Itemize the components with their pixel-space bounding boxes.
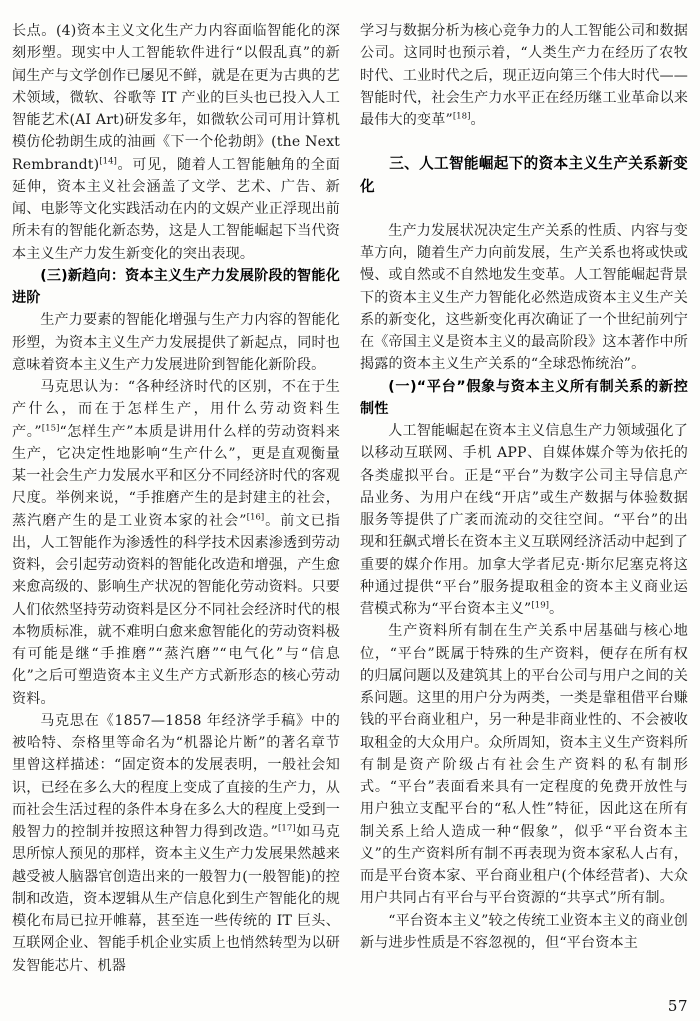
footnote-marker-15: [15] [41,422,60,433]
paragraph-text: 学习与数据分析为核心竞争力的人工智能公司和数据公司。这同时也预示着，“人类生产力在经历了农牧时代、工业时代之后，现正迈向第三个伟大时代——智能时代，社会生产力水平正在经历继工业革命以来最伟大的变革” [360,23,688,128]
paragraph-right-5: “平台资本主义”较之传统工业资本主义的商业创新与进步性质是不容忽视的，但“平台资本主 [360,912,688,951]
two-column-layout [12,20,688,1013]
footnote-marker-18: [18] [452,111,471,122]
paragraph-text: 长点。(4)资本主义文化生产力内容面临智能化的深刻形塑。现实中人工智能软件进行“以假乱真”的新闻生产与文学创作已屡见不鲜，就是在更为古典的艺术领域，微软、谷歌等 IT 产业的巨头也已投入人工智能艺术(AI Art)研发多年，如微软公司可用计算机模仿伦勃朗生成的油画《下一个伦勃朗》(the Next Rembrandt) [12,23,340,173]
paragraph-left-4 [12,710,340,977]
footnote-marker-14: [14] [99,155,117,166]
paragraph-left-1 [12,20,340,265]
left-column [12,20,340,977]
paragraph-text-after: 。 [470,112,485,128]
page-number: 57 [667,997,688,1015]
paragraph-right-3 [360,420,688,620]
paragraph-right-4: 生产资料所有制在生产关系中居基础与核心地位，“平台”既属于特殊的生产资料，便存在所有权的归属问题以及建筑其上的平台公司与用户之间的关系问题。这里的用户分为两类，一类是靠租借平台赚钱的平台商业租户，另一种是非商业性的、不会被收取租金的大众用户。众所周知，资本主义生产资料所有制是资产阶级占有社会生产资料的私有制形式。“平台”表面看来具有一定程度的免费开放性与用户独立支配平台的“私人性”特征，因此这在所有制关系上给人造成一种“假象”，似乎“平台资本主义”的生产资料所有制不再表现为资本家私人占有，而是平台资本家、平台商业租户(个体经营者)、大众用户共同占有平台与平台资源的“共享式”所有制。 [360,623,688,907]
heading-spacer-below [360,198,688,220]
paragraph-text-after: “怎样生产”本质是讲用什么样的劳动资料来生产，它决定性地影响“生产什么”，更是直观衡量某一社会生产力发展水平和区分不同经济时代的客观尺度。举例来说，“手推磨产生的是封建主的社会，蒸汽磨产生的是工业资本家的社会” [12,423,340,529]
section-heading-three: 三、人工智能崛起下的资本主义生产关系新变化 [360,155,688,195]
paragraph-left-2: 生产力要素的智能化增强与生产力内容的智能化形塑，为资本主义生产力发展提供了新起点，同时也意味着资本主义生产力发展进阶到智能化新阶段。 [12,312,340,373]
footnote-marker-19: [19] [531,600,550,611]
paragraph-right-1 [360,20,688,131]
paragraph-right-2: 生产力发展状况决定生产关系的性质、内容与变革方向，随着生产力向前发展，生产关系也将或快或慢、或自然或不自然地发生变革。人工智能崛起背景下的资本主义生产力智能化必然造成资本主义生产关系的新变化，这些新变化再次确证了一个世纪前列宁在《帝国主义是资本主义的最高阶段》这本著作中所揭露的资本主义生产关系的“全球恐怖统治”。 [360,222,688,373]
paragraph-text-after: 。 [549,601,564,617]
footnote-marker-17: [17] [278,823,296,834]
subheading-right-1: (一)“平台”假象与资本主义所有制关系的新控制性 [360,378,688,417]
paragraph-text: 人工智能崛起在资本主义信息生产力领域强化了以移动互联网、手机 APP、自媒体媒介等为依托的各类虚拟平台。正是“平台”为数字公司主导信息产品业务、为用户在线“开店”或生产数据与体验数据服务等提供了广袤而流动的交往空间。“平台”的出现和狂飙式增长在资本主义互联网经济活动中起到了重要的媒介作用。加拿大学者尼克·斯尔尼塞克将这种通过提供“平台”服务提取租金的资本主义商业运营模式称为“平台资本主义” [360,423,688,617]
paragraph-text-after: 。可见，随着人工智能触角的全面延伸，资本主义社会涵盖了文学、艺术、广告、新闻、电影等文化实践活动在内的文娱产业正浮现出前所未有的智能化新态势，这是人工智能崛起下当代资本主义生产力发生新变化的突出表现。 [12,156,340,262]
paragraph-text: 马克思认为：“各种经济时代的区别，不在于生产什么，而在于怎样生产，用什么劳动资料生产。” [12,379,340,440]
footnote-marker-16: [16] [246,511,265,522]
subheading-left-3: (三)新趋向：资本主义生产力发展阶段的智能化进阶 [12,267,340,306]
heading-spacer-above [360,131,688,153]
right-column [360,20,688,954]
paragraph-text: 马克思在《1857—1858 年经济学手稿》中的被哈特、奈格里等命名为“机器论片断”的著名章节里曾这样描述：“固定资本的发展表明，一般社会知识，已经在多么大的程度上变成了直接的生产力，从而社会生活过程的条件本身在多么大的程度上受到一般智力的控制并按照这种智力得到改造。” [12,712,340,840]
paragraph-text-after: 如马克思所惊人预见的那样，资本主义生产力发展果然越来越受被人脑器官创造出来的一般智力(一般智能)的控制和改造，资本逻辑从生产信息化到生产智能化的规模化布局已拉开帷幕，甚至连一些传统的 IT 巨头、互联网企业、智能手机企业实质上也悄然转型为以研发智能芯片、机器 [12,824,340,974]
paragraph-left-3 [12,376,340,710]
paragraph-text-after-2: 。前文已指出，人工智能作为渗透性的科学技术因素渗透到劳动资料，会引起劳动资料的智能化改造和增强，产生愈来愈高级的、影响生产状况的智能化劳动资料。只要人们依然坚持劳动资料是区分不同社会经济时代的根本物质标准，就不难明白愈来愈智能化的劳动资料极有可能是继“手推磨”“蒸汽磨”“电气化”与“信息化”之后可塑造资本主义生产方式新形态的核心劳动资料。 [12,512,340,707]
